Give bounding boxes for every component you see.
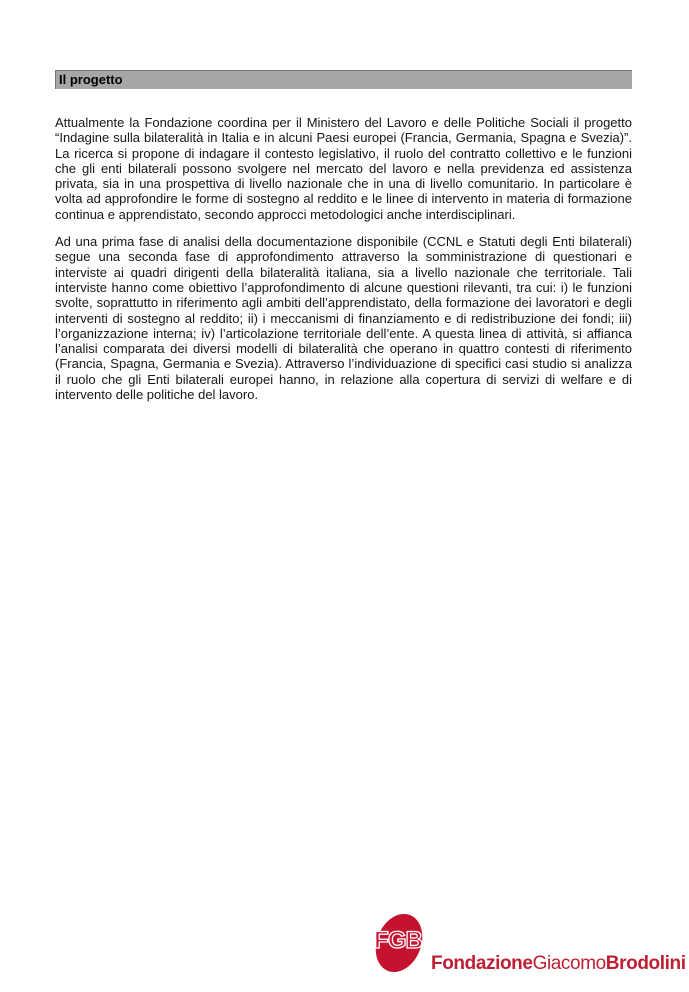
wordmark-giacomo: Giacomo: [532, 953, 606, 974]
wordmark-fondazione: Fondazione: [431, 953, 533, 974]
paragraph-project-phases: Ad una prima fase di analisi della documentazione disponibile (CCNL e Statuti degli Enti bilaterali) segue una seconda fase di approfondimento attraverso la somministrazione di questionari e interviste ai quadri dirigenti della bilateralità italiana, sia a livello nazionale che territoriale. Tali interviste hanno come obiettivo l’approfondimento di alcune questioni rilevanti, tra cui: i) le funzioni svolte, soprattutto in riferimento agli ambiti dell’apprendistato, della formazione dei lavoratori e degli interventi di sostegno al reddito; ii) i meccanismi di finanziamento e di redistribuzione dei fondi; iii) l’organizzazione interna; iv) l’articolazione territoriale dell’ente. A questa linea di attività, si affianca l’analisi comparata dei diversi modelli di bilateralità che operano in quattro contesti di riferimento (Francia, Spagna, Germania e Svezia). Attraverso l’individuazione di specifici casi studio si analizza il ruolo che gli Enti bilaterali europei hanno, in relazione alla copertura di servizi di welfare e di intervento delle politiche del lavoro.: [55, 234, 632, 403]
logo-wordmark: [431, 953, 686, 975]
wordmark-brodolini: Brodolini: [605, 953, 686, 974]
section-title: Il progetto: [59, 72, 123, 87]
document-body: [55, 115, 632, 402]
paragraph-project-intro: Attualmente la Fondazione coordina per il Ministero del Lavoro e delle Politiche Sociali il progetto “Indagine sulla bilateralità in Italia e in alcuni Paesi europei (Francia, Germania, Spagna e Svezia)”. La ricerca si propone di indagare il contesto legislativo, il ruolo del contratto collettivo e le funzioni che gli enti bilaterali possono svolgere nel mercato del lavoro e nella previdenza ed assistenza privata, sia in una prospettiva di livello nazionale che in una di livello comunitario. In particolare è volta ad approfondire le forme di sostegno al reddito e le linee di intervento in materia di formazione continua e apprendistato, secondo approcci metodologici anche interdisciplinari.: [55, 115, 632, 222]
fgb-logo-acronym: FGB: [374, 927, 422, 954]
section-header-bar: [55, 70, 632, 89]
